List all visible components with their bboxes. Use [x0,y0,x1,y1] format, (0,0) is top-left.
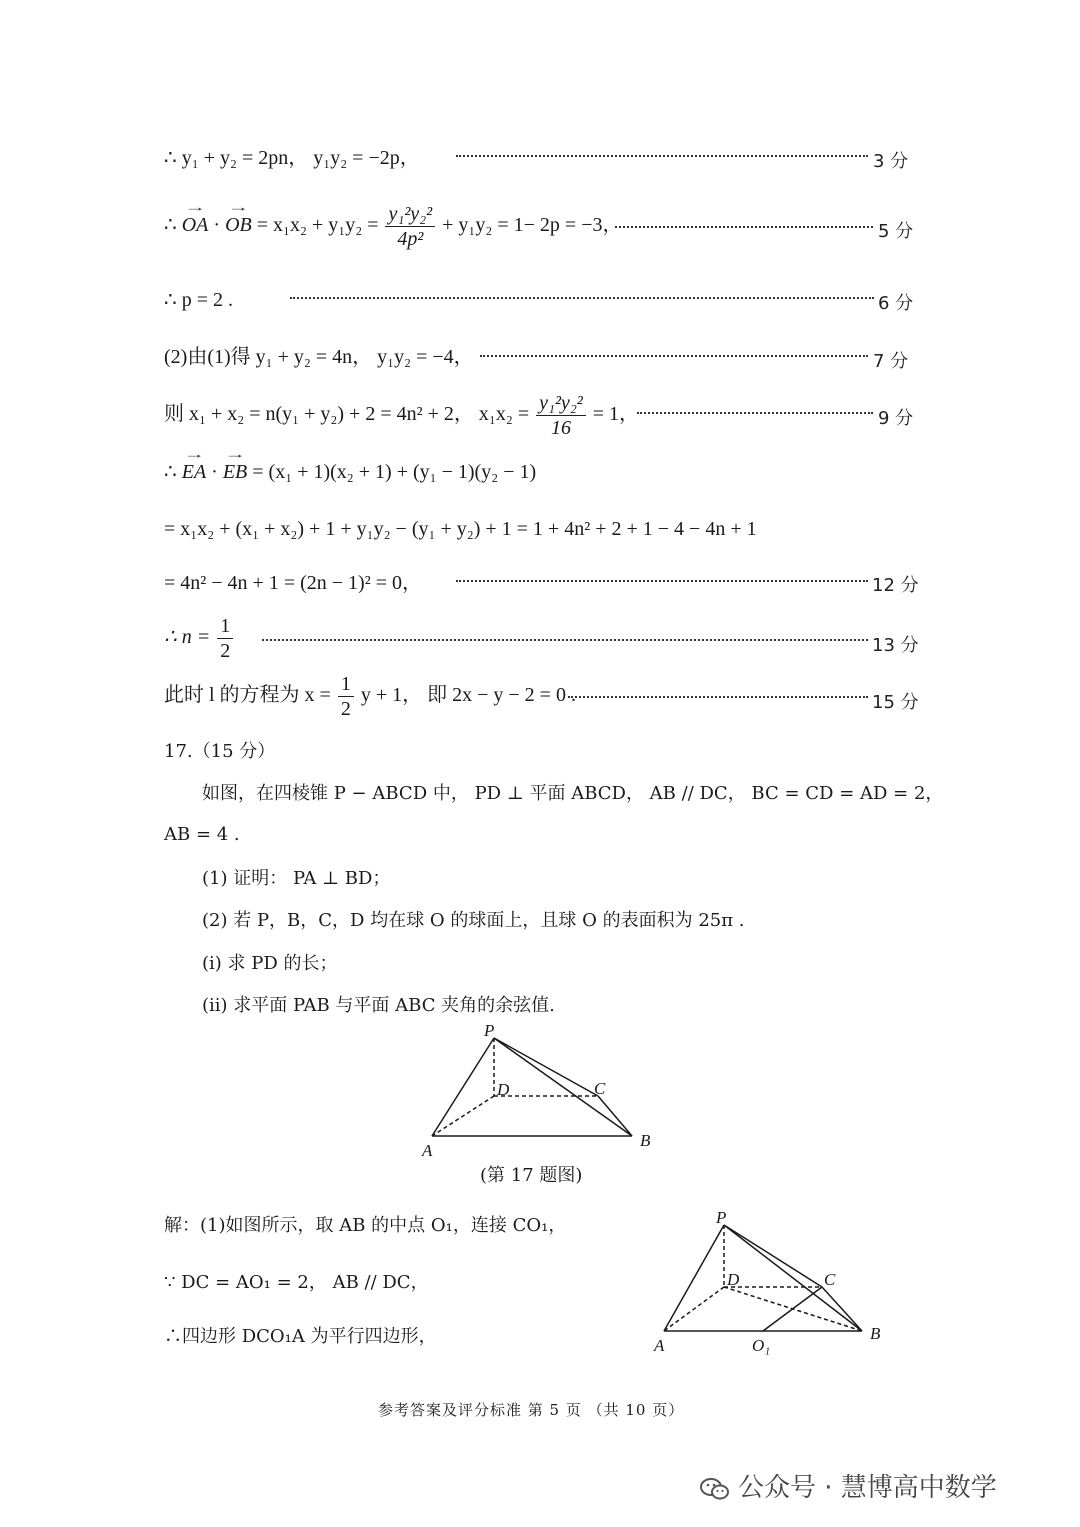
vertex-label-c: C [824,1270,836,1289]
step-line-7: = x₁x₂ + (x₁ + x₂) + 1 + y₁y₂ − (y₁ + y₂) + 1 = 1 + 4n² + 2 + 1 − 4 − 4n + 1 [164,518,757,540]
step-line-4: (2)由(1)得 y₁ + y₂ = 4n， y₁y₂ = −4， [164,346,474,368]
fraction: $\frac{\text{y₁²y₂²}}{16}$ [536,393,586,438]
vertex-label-p: P [484,1021,495,1040]
problem-stem-1: 如图，在四棱锥 P − ABCD 中， PD ⊥ 平面 ABCD， AB // DC， BC = CD = AD = 2， [202,783,944,804]
solution-line-2: ∵ DC = AO₁ = 2， AB // DC， [164,1272,429,1293]
vector-eb: → EB [223,462,247,482]
vector-ob: → OB [225,215,252,235]
question-2-ii: (ii) 求平面 PAB 与平面 ABC 夹角的余弦值. [202,995,555,1016]
vertex-label-d: D [727,1270,740,1289]
pyramid-figure [420,1020,660,1160]
vertex-label-b: B [640,1131,651,1150]
vector-oa: → OA [182,215,209,235]
pyramid-solution-figure [650,1205,890,1355]
score-label: 9 分 [878,408,914,429]
dot-leader [456,155,868,157]
vertex-label-o1: O₁ [752,1336,771,1355]
score-label: 5 分 [878,221,914,242]
page-footer: 参考答案及评分标准 第 5 页 （共 10 页） [378,1401,685,1419]
score-label: 7 分 [873,351,909,372]
figure-caption: (第 17 题图) [480,1165,583,1186]
vertex-label-a: A [654,1336,665,1355]
dot-leader [480,355,868,357]
vector-ea: → EA [182,462,206,482]
step-line-2: ∴ → OA · → OB = x₁x₂ + y₁y₂ = $\frac{\text{y₁²y₂²}}{\text{4p²}}$ + y₁y₂ = 1− 2p = −3， [164,204,622,249]
step-line-3: ∴ p = 2 . [164,289,234,311]
fraction: $\frac{1}{2}$ [217,616,233,661]
dot-leader [262,639,868,641]
dot-leader [568,696,868,698]
question-1: (1) 证明： PA ⊥ BD； [202,868,391,889]
dot-leader [637,412,873,414]
step-line-6: ∴ → EA · → EB = (x₁ + 1)(x₂ + 1) + (y₁ − 1)(y₂ − 1) [164,462,536,482]
watermark [700,1467,997,1504]
score-label: 3 分 [873,151,909,172]
score-label: 12 分 [872,575,919,596]
wechat-icon [700,1477,730,1501]
dot-leader [290,297,874,299]
vertex-label-c: C [594,1079,606,1098]
question-2-i: (i) 求 PD 的长； [202,953,338,974]
step-line-1: ∴ y₁ + y₂ = 2pn， y₁y₂ = −2p， [164,147,420,169]
problem-number: 17.（15 分） [164,741,276,762]
dot-leader [456,580,868,582]
vertex-label-b: B [870,1324,881,1343]
problem-stem-2: AB = 4 . [164,824,240,845]
step-line-5: 则 x₁ + x₂ = n(y₁ + y₂) + 2 = 4n² + 2， x₁x₂ = $\frac{\text{y₁²y₂²}}{16}$ = 1， [164,392,640,439]
step-line-9: ∴ n = $\frac{1}{2}$ [164,616,235,661]
watermark-text: 公众号 · 慧博高中数学 [738,1473,997,1503]
step-line-10: 此时 l 的方程为 x = $\frac{1}{2}$ y + 1， 即 2x − y − 2 = 0 . [164,673,576,720]
vertex-label-a: A [422,1141,433,1160]
vertex-label-p: P [716,1208,727,1227]
step-line-8: = 4n² − 4n + 1 = (2n − 1)² = 0， [164,572,422,594]
fraction: $\frac{\text{y₁²y₂²}}{\text{4p²}}$ [385,204,435,249]
score-label: 13 分 [872,635,919,656]
solution-line-3: ∴四边形 DCO₁A 为平行四边形， [164,1326,437,1347]
score-label: 15 分 [872,692,919,713]
score-label: 6 分 [878,293,914,314]
dot-leader [615,226,873,228]
vertex-label-d: D [497,1080,510,1099]
solution-line-1: 解：(1)如图所示，取 AB 的中点 O₁，连接 CO₁， [164,1215,567,1236]
question-2: (2) 若 P，B，C，D 均在球 O 的球面上，且球 O 的表面积为 25π . [202,910,745,931]
fraction: $\frac{1}{2}$ [338,674,354,719]
